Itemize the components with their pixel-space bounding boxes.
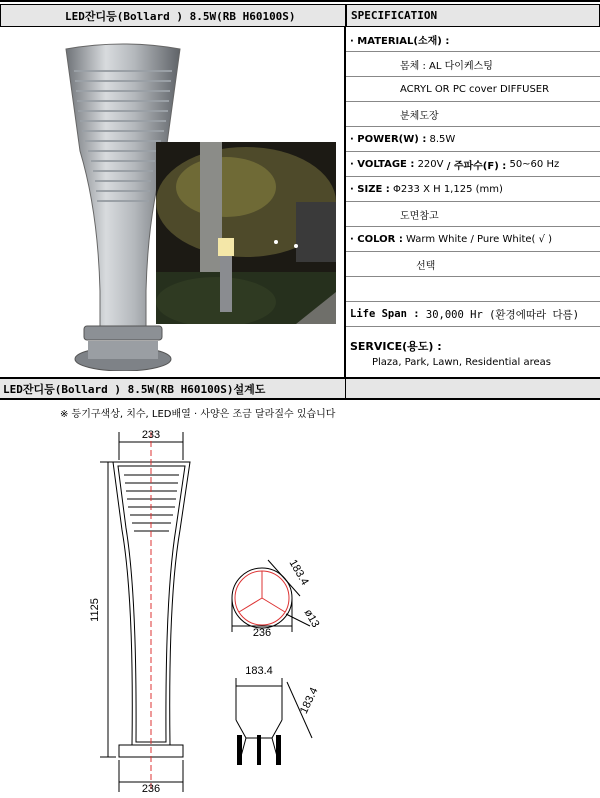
spec-material-cover: ACRYL OR PC cover DIFFUSER xyxy=(346,77,600,102)
spec-material-row xyxy=(346,27,600,52)
product-title: LED잔디등(Bollard ) 8.5W(RB H60100S) xyxy=(0,4,346,27)
dim-plate-diag: 183.4 xyxy=(286,557,311,588)
spec-size-note: 도면참고 xyxy=(346,202,600,227)
dim-leg-diag: 183.4 xyxy=(298,685,321,716)
frequency-label: / 주파수(F) : xyxy=(446,160,507,172)
spec-blank-row xyxy=(346,277,600,302)
spec-material-body: 몸체 : AL 다이케스팅 xyxy=(346,52,600,77)
lifespan-value: 30,000 Hr (환경에따라 다름) xyxy=(425,308,580,321)
frequency-value: 50~60 Hz xyxy=(509,158,560,170)
dim-base-width: 236 xyxy=(141,783,161,795)
spec-lifespan-row xyxy=(346,302,600,327)
bollard-drawing xyxy=(0,420,600,798)
dim-hole: ø13 xyxy=(301,607,322,630)
service-label: SERVICE(용도) : xyxy=(350,340,442,353)
power-label: · POWER(W) : xyxy=(350,133,427,145)
lifespan-label: Life Span : xyxy=(350,308,420,320)
spec-voltage-row xyxy=(346,152,600,177)
installation-photo xyxy=(156,142,336,324)
size-value: Φ233 X H 1,125 (mm) xyxy=(392,183,503,195)
drawing-title: LED잔디등(Bollard ) 8.5W(RB H60100S)설계도 xyxy=(0,379,346,398)
product-photo-cell xyxy=(0,27,346,379)
spec-power-row xyxy=(346,127,600,152)
color-label: · COLOR : xyxy=(350,233,403,245)
dim-plate-width: 236 xyxy=(252,627,272,639)
spec-size-row xyxy=(346,177,600,202)
drawing-note: ※ 등기구색상, 치수, LED배열 · 사양은 조금 달라질수 있습니다 xyxy=(60,409,336,420)
technical-drawing xyxy=(0,420,600,798)
dim-leg-width: 183.4 xyxy=(245,665,273,677)
drawing-section-bar xyxy=(0,377,600,400)
dim-height: 1125 xyxy=(89,598,101,622)
size-label: · SIZE : xyxy=(350,183,390,195)
spec-service-row xyxy=(346,327,600,379)
color-value: Warm White / Pure White( √ ) xyxy=(406,233,553,245)
material-label: · MATERIAL(소재) : xyxy=(350,35,450,47)
specification-list xyxy=(346,27,600,379)
voltage-value: 220V xyxy=(417,158,444,170)
spec-material-paint: 분체도장 xyxy=(346,102,600,127)
spec-color-note: 선택 xyxy=(346,252,600,277)
service-value: Plaza, Park, Lawn, Residential areas xyxy=(372,357,551,368)
spec-color-row xyxy=(346,227,600,252)
power-value: 8.5W xyxy=(429,133,456,145)
voltage-label: · VOLTAGE : xyxy=(350,158,415,170)
spec-title: SPECIFICATION xyxy=(346,4,600,27)
dim-top-width: 233 xyxy=(141,429,161,441)
